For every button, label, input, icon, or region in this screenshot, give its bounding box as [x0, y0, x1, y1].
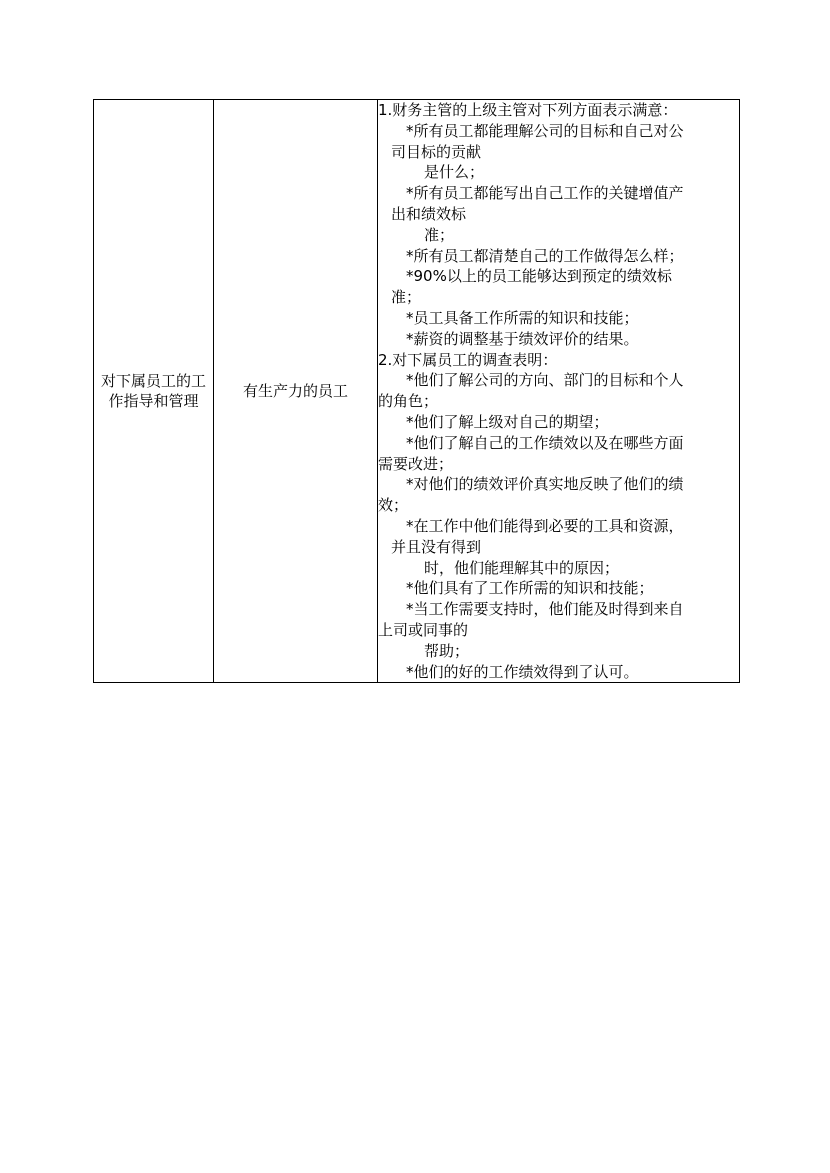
cell-goal [214, 100, 378, 683]
criteria-line: *90%以上的员工能够达到预定的绩效标 [406, 267, 672, 286]
criteria-line: 司目标的贡献 [391, 142, 482, 161]
criteria-line: *所有员工都能理解公司的目标和自己对公 [406, 121, 684, 140]
criteria-line: 时，他们能理解其中的原因； [424, 558, 620, 577]
criteria-line: 出和绩效标 [391, 204, 467, 223]
criteria-line: 准； [424, 225, 455, 244]
criteria-line: 需要改进； [378, 454, 454, 473]
criteria-line: 帮助； [424, 641, 470, 660]
criteria-line: *所有员工都能写出自己工作的关键增值产 [406, 184, 684, 203]
goal-text: 有生产力的员工 [242, 382, 348, 401]
criteria-line: 准； [391, 288, 422, 307]
criteria-line: *他们具有了工作所需的知识和技能； [406, 579, 654, 598]
criteria-line: *当工作需要支持时，他们能及时得到来自 [406, 600, 684, 619]
criteria-line: 并且没有得到 [391, 537, 482, 556]
criteria-line: *他们了解公司的方向、部门的目标和个人 [406, 371, 684, 390]
criteria-line: *他们了解自己的工作绩效以及在哪些方面 [406, 433, 684, 452]
content-table [93, 99, 740, 683]
criteria-line: *薪资的调整基于绩效评价的结果。 [406, 329, 639, 348]
criteria-line: 效； [378, 496, 409, 515]
cell-category [94, 100, 214, 683]
cell-criteria [378, 100, 740, 683]
criteria-line: 2.对下属员工的调查表明： [378, 350, 558, 369]
criteria-line: *所有员工都清楚自己的工作做得怎么样； [406, 246, 684, 265]
criteria-line: *在工作中他们能得到必要的工具和资源， [406, 516, 684, 535]
table-row [94, 100, 740, 683]
criteria-line: *他们了解上级对自己的期望； [406, 412, 609, 431]
criteria-line: *他们的好的工作绩效得到了认可。 [406, 662, 639, 681]
category-text: 对下属员工的工作指导和管理 [100, 372, 206, 411]
criteria-line: 的角色； [378, 392, 439, 411]
criteria-line: *对他们的绩效评价真实地反映了他们的绩 [406, 475, 684, 494]
criteria-line: 是什么； [424, 163, 485, 182]
criteria-line: 上司或同事的 [378, 620, 469, 639]
criteria-line: 1.财务主管的上级主管对下列方面表示满意： [378, 101, 678, 119]
criteria-line: *员工具备工作所需的知识和技能； [406, 308, 639, 327]
